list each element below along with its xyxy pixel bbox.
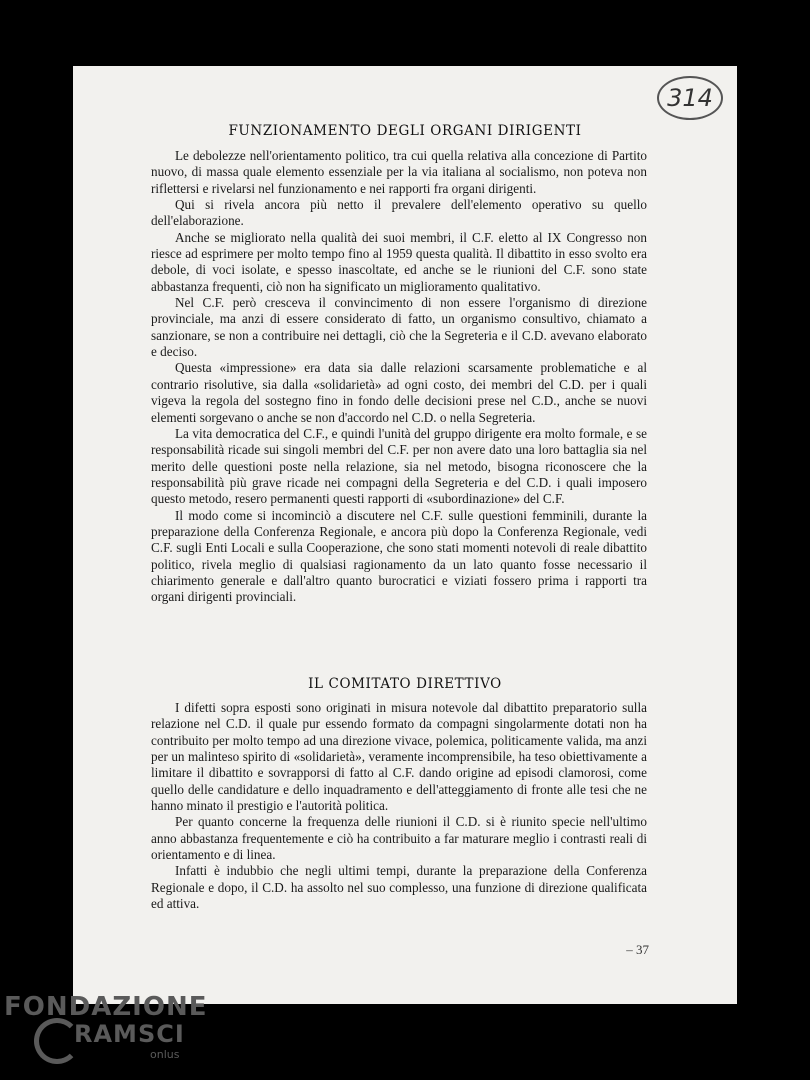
document-page xyxy=(73,66,737,1004)
page-number: – 37 xyxy=(626,942,649,957)
section-body-comitato xyxy=(151,700,647,912)
section-title-funzionamento: FUNZIONAMENTO DEGLI ORGANI DIRIGENTI xyxy=(228,123,582,139)
paragraph: Anche se migliorato nella qualità dei suoi membri, il C.F. eletto al IX Congresso non riesce ad esprimere per molto tempo fino al 1959 questa qualità. Il dibattito in esso svolto era debole, di voci isolate, e spesso inascoltate, ed anche se le riunioni del C.F. sono state abbastanza frequenti, ciò non ha significato un miglioramento qualitativo. xyxy=(151,229,647,294)
logo-text-line1: FONDAZIONE xyxy=(4,992,208,1022)
paragraph: Qui si rivela ancora più netto il prevalere dell'elemento operativo su quello dell'elaborazione. xyxy=(151,197,647,229)
paragraph: Il modo come si incominciò a discutere nel C.F. sulle questioni femminili, durante la preparazione della Conferenza Regionale, e ancora più dopo la Conferenza Regionale, vedi C.F. sugli Enti Locali e sulla Cooperazione, che sono stati momenti notevoli di reale dibattito politico, rivela meglio di qualsiasi ragionamento da un lato quanto fosse necessario il chiarimento generale e dall'altro quanto burocratici e viziati fossero prima i rapporti tra organi dirigenti provinciali. xyxy=(151,507,647,605)
paragraph: La vita democratica del C.F., e quindi l'unità del gruppo dirigente era molto formale, e se responsabilità ricade sui singoli membri del C.F. per non avere dato una loro battaglia sia nel merito delle questioni poste nella relazione, sia nel metodo, bisogna riconoscere che la responsabilità più grave ricade nei compagni della Segreteria e del C.D. i quali imposero questo metodo, resero permanenti questi rapporti di «subordinazione» del C.F. xyxy=(151,425,647,507)
fondazione-gramsci-logo xyxy=(4,992,208,1072)
paragraph: I difetti sopra esposti sono originati in misura notevole dal dibattito preparatorio sulla relazione nel C.D. il quale pur essendo formato da compagni singolarmente dotati non ha contribuito per molto tempo ad una direzione vivace, polemica, politicamente valida, ma anzi per un malinteso spirito di «solidarietà», veramente incomprensibile, ha teso obiettivamente a limitare il dibattito e sovrapporsi di fatto al C.F. dando origine ad episodi clamorosi, come quello delle candidature e dello inquadramento e dell'atteggiamento di fronte alle tesi che ne hanno minato il prestigio e l'autorità politica. xyxy=(151,700,647,814)
paragraph: Le debolezze nell'orientamento politico, tra cui quella relativa alla concezione di Partito nuovo, di massa quale elemento essenziale per la via italiana al socialismo, non poteva non riflettersi e rivelarsi nel funzionamento e nei rapporti fra organi dirigenti. xyxy=(151,148,647,196)
logo-text-line2: RAMSCI xyxy=(74,1020,185,1048)
archive-number-stamp: 314 xyxy=(657,76,723,120)
paragraph: Per quanto concerne la frequenza delle riunioni il C.D. si è riunito specie nell'ultimo anno abbastanza frequentemente e ciò ha contribuito a far maturare meglio i contrasti reali di orientamento e di linea. xyxy=(151,814,647,863)
section-title-comitato: IL COMITATO DIRETTIVO xyxy=(308,676,502,692)
paragraph: Nel C.F. però cresceva il convincimento di non essere l'organismo di direzione provinciale, ma anzi di essere considerato di fatto, un organismo consultivo, chiamato a sanzionare, se non a contribuire nei dettagli, ciò che la Segreteria e il C.D. avevano elaborato e deciso. xyxy=(151,295,647,360)
logo-onlus: onlus xyxy=(150,1048,180,1061)
section-body-funzionamento xyxy=(151,148,647,606)
paragraph: Infatti è indubbio che negli ultimi tempi, durante la preparazione della Conferenza Regionale e dopo, il C.D. ha assolto nel suo complesso, una funzione di direzione qualificata ed attiva. xyxy=(151,863,647,912)
paragraph: Questa «impressione» era data sia dalle relazioni scarsamente problematiche e al contrario risolutive, sia dalla «solidarietà» ad ogni costo, dei membri del C.D. per i quali vigeva la regola del sostegno fino in fondo delle decisioni prese nel C.D., anche se nuovi elementi sorgevano o anche se non d'accordo nel C.D. o nella Segreteria. xyxy=(151,360,647,425)
